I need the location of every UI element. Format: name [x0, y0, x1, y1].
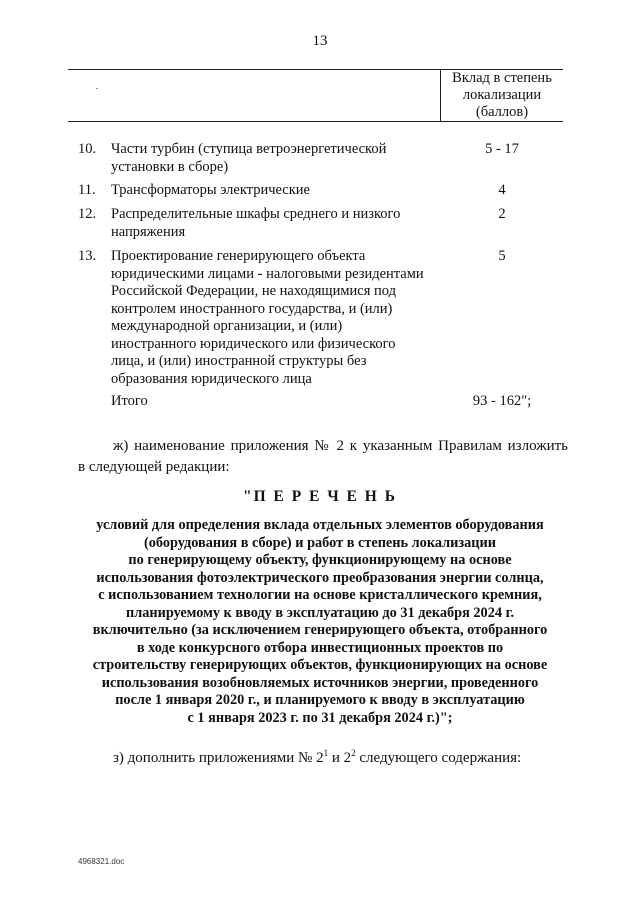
document-file-id: 4968321.doc: [78, 857, 125, 866]
row-number: 11.: [78, 182, 96, 198]
total-label: Итого: [111, 393, 148, 409]
row-description: Проектирование генерирующего объекта юридическими лицами - налоговыми резидентами Российской Федерации, не находящимися под контролем иностранного государства, и (или) международной организации, и (или) иностранного юридического или физического лица, и (или) иностранной структуры без образования юридического лица: [111, 248, 424, 387]
row-number: 12.: [78, 206, 97, 222]
page-number: 13: [312, 33, 328, 49]
row-value: 5: [498, 248, 506, 264]
row-description: Трансформаторы электрические: [111, 182, 310, 198]
paragraph-amendment-z: з) дополнить приложениями № $2^1$ и $2^2$ следующего содержания:: [113, 748, 522, 766]
row-number: 13.: [78, 248, 97, 264]
paragraph-amendment-zh: ж) наименование приложения № 2 к указанным Правилам изложить в следующей редакции:: [78, 438, 568, 475]
list-subtitle: условий для определения вклада отдельных элементов оборудования (оборудования в сборе) и работ в степень локализации по генерирующему объекту, функционирующему на основе использования фотоэлектрического преобразования энергии солнца, с использованием технологии на основе кристаллического кремния, планируемому к вводу в эксплуатацию до 31 декабря 2024 г. включительно (за исключением генерирующего объекта, отобранного в ходе конкурсного отбора инвестиционных проектов по строительству генерирующих объектов, функционирующих на основе использования возобновляемых источников энергии, проведенного после 1 января 2020 г., и планируемого к вводу в эксплуатацию с 1 января 2023 г. по 31 декабря 2024 г.)";: [92, 517, 548, 726]
row-description: Распределительные шкафы среднего и низкого напряжения: [111, 206, 401, 240]
list-title: "П Е Р Е Ч Е Н Ь: [243, 488, 397, 505]
total-value: 93 - 162";: [472, 393, 532, 409]
table-header-rule: [68, 121, 563, 122]
row-number: 10.: [78, 141, 97, 157]
row-value: 5 - 17: [485, 141, 519, 157]
row-value: 2: [498, 206, 506, 222]
row-description: Части турбин (ступица ветроэнергетической установки в сборе): [111, 141, 387, 175]
column-header-localization: Вклад в степень локализации (баллов): [452, 70, 552, 120]
row-value: 4: [498, 182, 506, 198]
scan-speck: [96, 88, 98, 89]
